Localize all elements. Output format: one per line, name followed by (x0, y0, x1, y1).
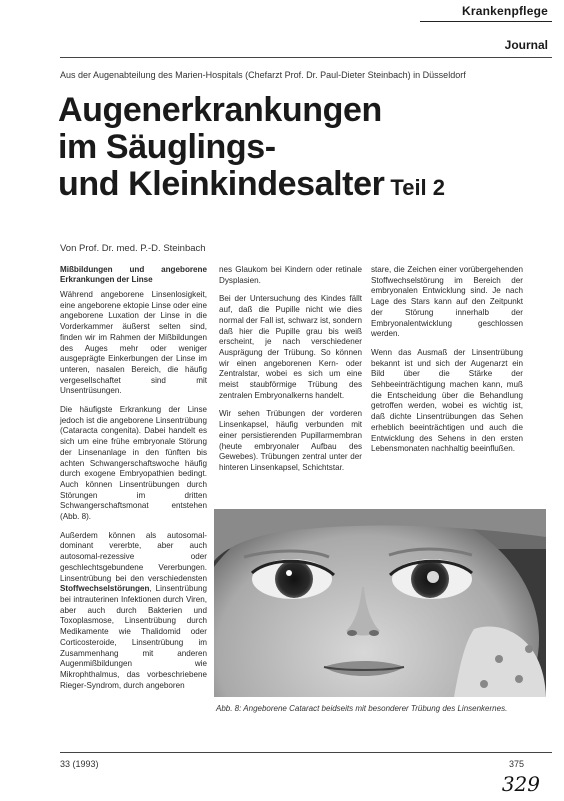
header-divider (60, 57, 552, 58)
handwritten-page-number: 329 (501, 772, 540, 796)
journal-title: Krankenpflege (462, 4, 548, 18)
figure-caption: Abb. 8: Angeborene Cataract beidseits mit besonderer Trübung des Linsenkernes. (216, 704, 508, 713)
footer-rule (60, 752, 552, 753)
paragraph: stare, die Zeichen einer vorübergehenden Stoffwechselstörung im Bereich der embryonalen Entwicklung sind. Je nach Lage des Stars kann auf den Zeitpunkt der Störung innerhalb der Embryonalentwicklung geschlossen werden. (371, 265, 523, 339)
title-part: Teil 2 (390, 175, 446, 200)
article-title (58, 92, 548, 206)
paragraph: Wenn das Ausmaß der Linsentrübung bekannt ist und sich der Augenarzt ein Bild über die Stärke der Sehbeeinträchtigung machen kann, muß die Entscheidung über die Behandlung getroffen werden, wobei es wichtig ist, daß dichte Linsentrübungen das Sehen erheblich beeinträchtigen und auch die Entwicklung des Sehens in den ersten Lebensmonaten nachhaltig beeinflußen. (371, 347, 523, 454)
text-column-3 (371, 265, 523, 463)
paragraph: Bei der Untersuchung des Kindes fällt auf, daß die Pupille nicht wie dies normal der Fall ist, schwarz ist, sondern daß hier die Pupille grau bis weiß erscheint, je nach verschiedener Ausprägung der Trübung. So können wir einen angeborenen Kern- oder Zentralstar, wobei es sich um eine meist staubförmige Trübung des zentralen Embryonalkerns handelt. (219, 294, 362, 400)
header-rule (420, 21, 552, 22)
footer-issue: 33 (1993) (60, 759, 99, 769)
paragraph-text: Außerdem können als autosomal-dominant vererbte, aber auch autosomal-rezessive oder geschlechtsgebundene Vererbungen. Linsentrübung bei den verschiedensten (60, 530, 207, 583)
footer-page-number: 375 (508, 759, 524, 769)
author-byline: Von Prof. Dr. med. P.-D. Steinbach (60, 243, 206, 254)
paragraph (60, 531, 207, 692)
child-face-photo (214, 509, 546, 697)
title-line-3-row (58, 166, 548, 206)
paragraph-text: , Linsentrübung bei intrauterinen Infektionen durch Viren, aber auch durch Bakterien und Toxoplasmose, Linsentrübung durch Medikamente wie Thalidomid oder Corticosteroide, Linsentrübung im Zusammenhang mit anderen Augenmißbildungen wie Mikrophthalmus, das vorbeschriebene Rieger-Syndrom, durch angeboren (60, 584, 207, 690)
paragraph: Die häufigste Erkrankung der Linse jedoch ist die angeborene Linsentrübung (Cataracta congenita). Dabei handelt es sich um eine frühe embryonale Störung der Linsenanlage in den fünften bis achten Schwangerschaftswoche häufig durch exogene Embryopathien bedingt. Auch können Linsentrübungen durch Störungen im dritten Schwangerschaftsmonat entstehen (Abb. 8). (60, 405, 207, 522)
section-subheading: Mißbildungen und angeborene Erkrankungen der Linse (60, 265, 207, 284)
highlighted-term: Stoffwechselstörungen (60, 584, 150, 594)
title-line-2: im Säuglings- (58, 128, 276, 166)
paragraph: Wir sehen Trübungen der vorderen Linsenkapsel, häufig verbunden mit einer persistierenden Pupillarmembran (heute embryonaler Aufbau des Gewebes). Trübungen zentral unter der hinteren Linsenkapsel, Schichtstar. (219, 409, 362, 472)
text-column-2 (219, 265, 362, 482)
title-line-3: und Kleinkindesalter (58, 165, 385, 203)
title-line-1: Augenerkrankungen (58, 91, 382, 129)
paragraph: Während angeborene Linsenlosigkeit, eine angeborene ektopie Linse oder eine angeborene Luxation der Linse in die Vorderkammer äußerst selten sind, finden wir im Rahmen der Mißbildungen des Auges mehr oder weniger ausgeprägte Einkerbungen der Linse im unteren, nasalen Bereich, die häufig vergesellschaftet sind mit Unsentrüsungen. (60, 290, 207, 396)
paragraph: nes Glaukom bei Kindern oder retinale Dysplasien. (219, 265, 362, 285)
journal-subtitle: Journal (504, 38, 548, 52)
source-line: Aus der Augenabteilung des Marien-Hospitals (Chefarzt Prof. Dr. Paul-Dieter Steinbach) in Düsseldorf (60, 70, 466, 80)
text-column-1 (60, 265, 207, 699)
